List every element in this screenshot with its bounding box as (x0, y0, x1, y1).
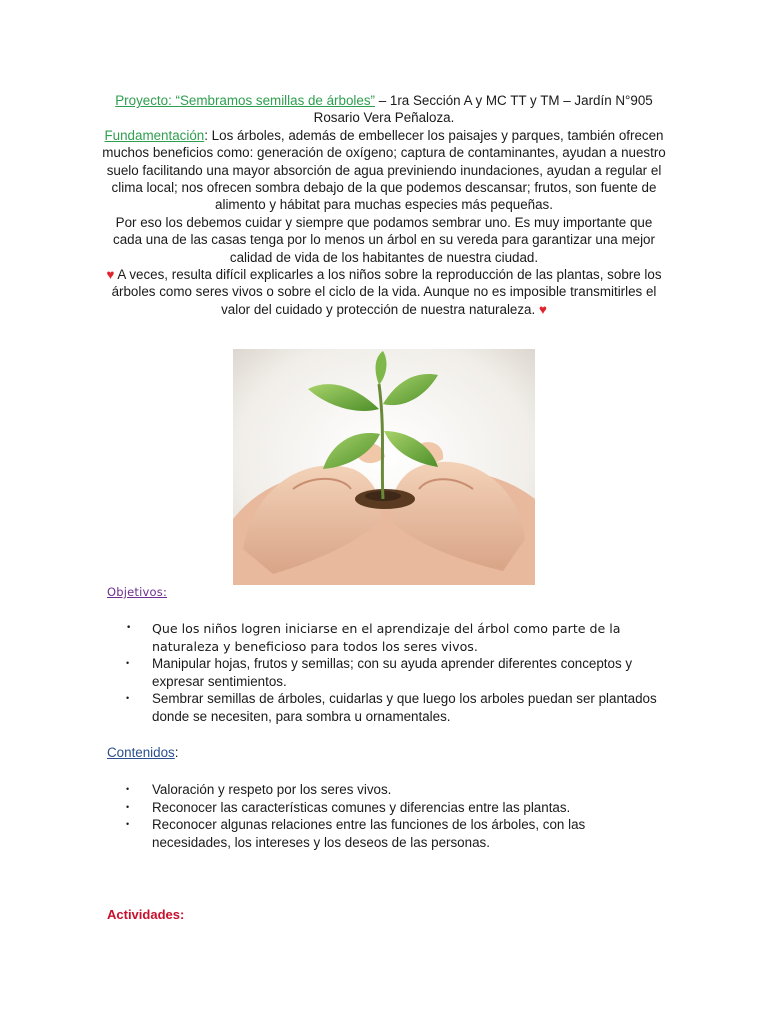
fundamentacion-text: : Los árboles, además de embellecer los paisajes y parques, también ofrecen muchos beneficios como: generación de oxígeno; captura de contaminantes, ayudan a nuestro suelo facilitando una mayor absorción de agua previniendo inundaciones, ayudan a regular el clima local; nos ofrecen sombra debajo de la que podemos descansar; frutos, son fuente de alimento y hábitat para muchas especies más pequeñas. (102, 127, 666, 213)
contenidos-heading-text: Contenidos (107, 745, 175, 760)
list-item (126, 799, 666, 817)
bullet-icon: • (126, 801, 130, 812)
bullet-icon: • (126, 623, 132, 633)
contenidos-heading-colon: : (174, 745, 179, 760)
list-item (126, 781, 666, 799)
list-item-text: Sembrar semillas de árboles, cuidarlas y que luego los arboles puedan ser plantados donde se necesiten, para sombra u ornamentales. (152, 691, 657, 724)
list-item-text: Reconocer algunas relaciones entre las funciones de los árboles, con las necesidades, los intereses y los deseos de las personas. (152, 817, 586, 850)
bullet-icon: • (126, 819, 130, 830)
project-title-link[interactable]: Proyecto: “Sembramos semillas de árboles” (115, 93, 375, 108)
list-item (126, 655, 666, 690)
list-item (126, 690, 666, 725)
importance-paragraph: Por eso los debemos cuidar y siempre que podamos sembrar uno. Es muy importante que cada una de las casas tenga por lo menos un árbol en su vereda para garantizar una mejor calidad de vida de los habitantes de nuestra ciudad. (113, 214, 655, 265)
actividades-heading: Actividades: (107, 907, 185, 922)
list-item (126, 620, 666, 655)
seedling-in-hands-image (233, 349, 535, 585)
list-item-text: Manipular hojas, frutos y semillas; con su ayuda aprender diferentes conceptos y expresar sentimientos. (152, 656, 633, 689)
children-paragraph-text: A veces, resulta difícil explicarles a los niños sobre la reproducción de las plantas, sobre los árboles como seres vivos o sobre el ciclo de la vida. Aunque no es imposible transmitirles el valor del cuidado y protección de nuestra naturaleza. (111, 267, 662, 317)
bullet-icon: • (126, 784, 130, 794)
contenidos-list (126, 781, 666, 851)
intro-section (100, 92, 668, 318)
bullet-icon: • (126, 658, 130, 669)
heart-icon: ♥ (538, 301, 547, 317)
fundamentacion-paragraph (100, 127, 668, 214)
list-item-text: Que los niños logren iniciarse en el aprendizaje del árbol como parte de la naturaleza y beneficioso para todos los seres vivos. (152, 621, 621, 654)
project-title-rest: – 1ra Sección A y MC TT y TM – Jardín N°905 Rosario Vera Peñaloza. (313, 93, 653, 126)
heart-icon: ♥ (106, 267, 115, 283)
project-title-paragraph (100, 92, 668, 127)
list-item-text: Reconocer las características comunes y diferencias entre las plantas. (152, 799, 571, 815)
contenidos-heading (107, 745, 178, 760)
list-item (126, 816, 666, 851)
list-item-text: Valoración y respeto por los seres vivos. (152, 782, 392, 797)
objetivos-heading: Objetivos: (107, 585, 168, 599)
children-paragraph (100, 266, 668, 318)
fundamentacion-link[interactable]: Fundamentación (104, 127, 205, 143)
bullet-icon: • (126, 693, 130, 704)
objetivos-list (126, 620, 666, 726)
